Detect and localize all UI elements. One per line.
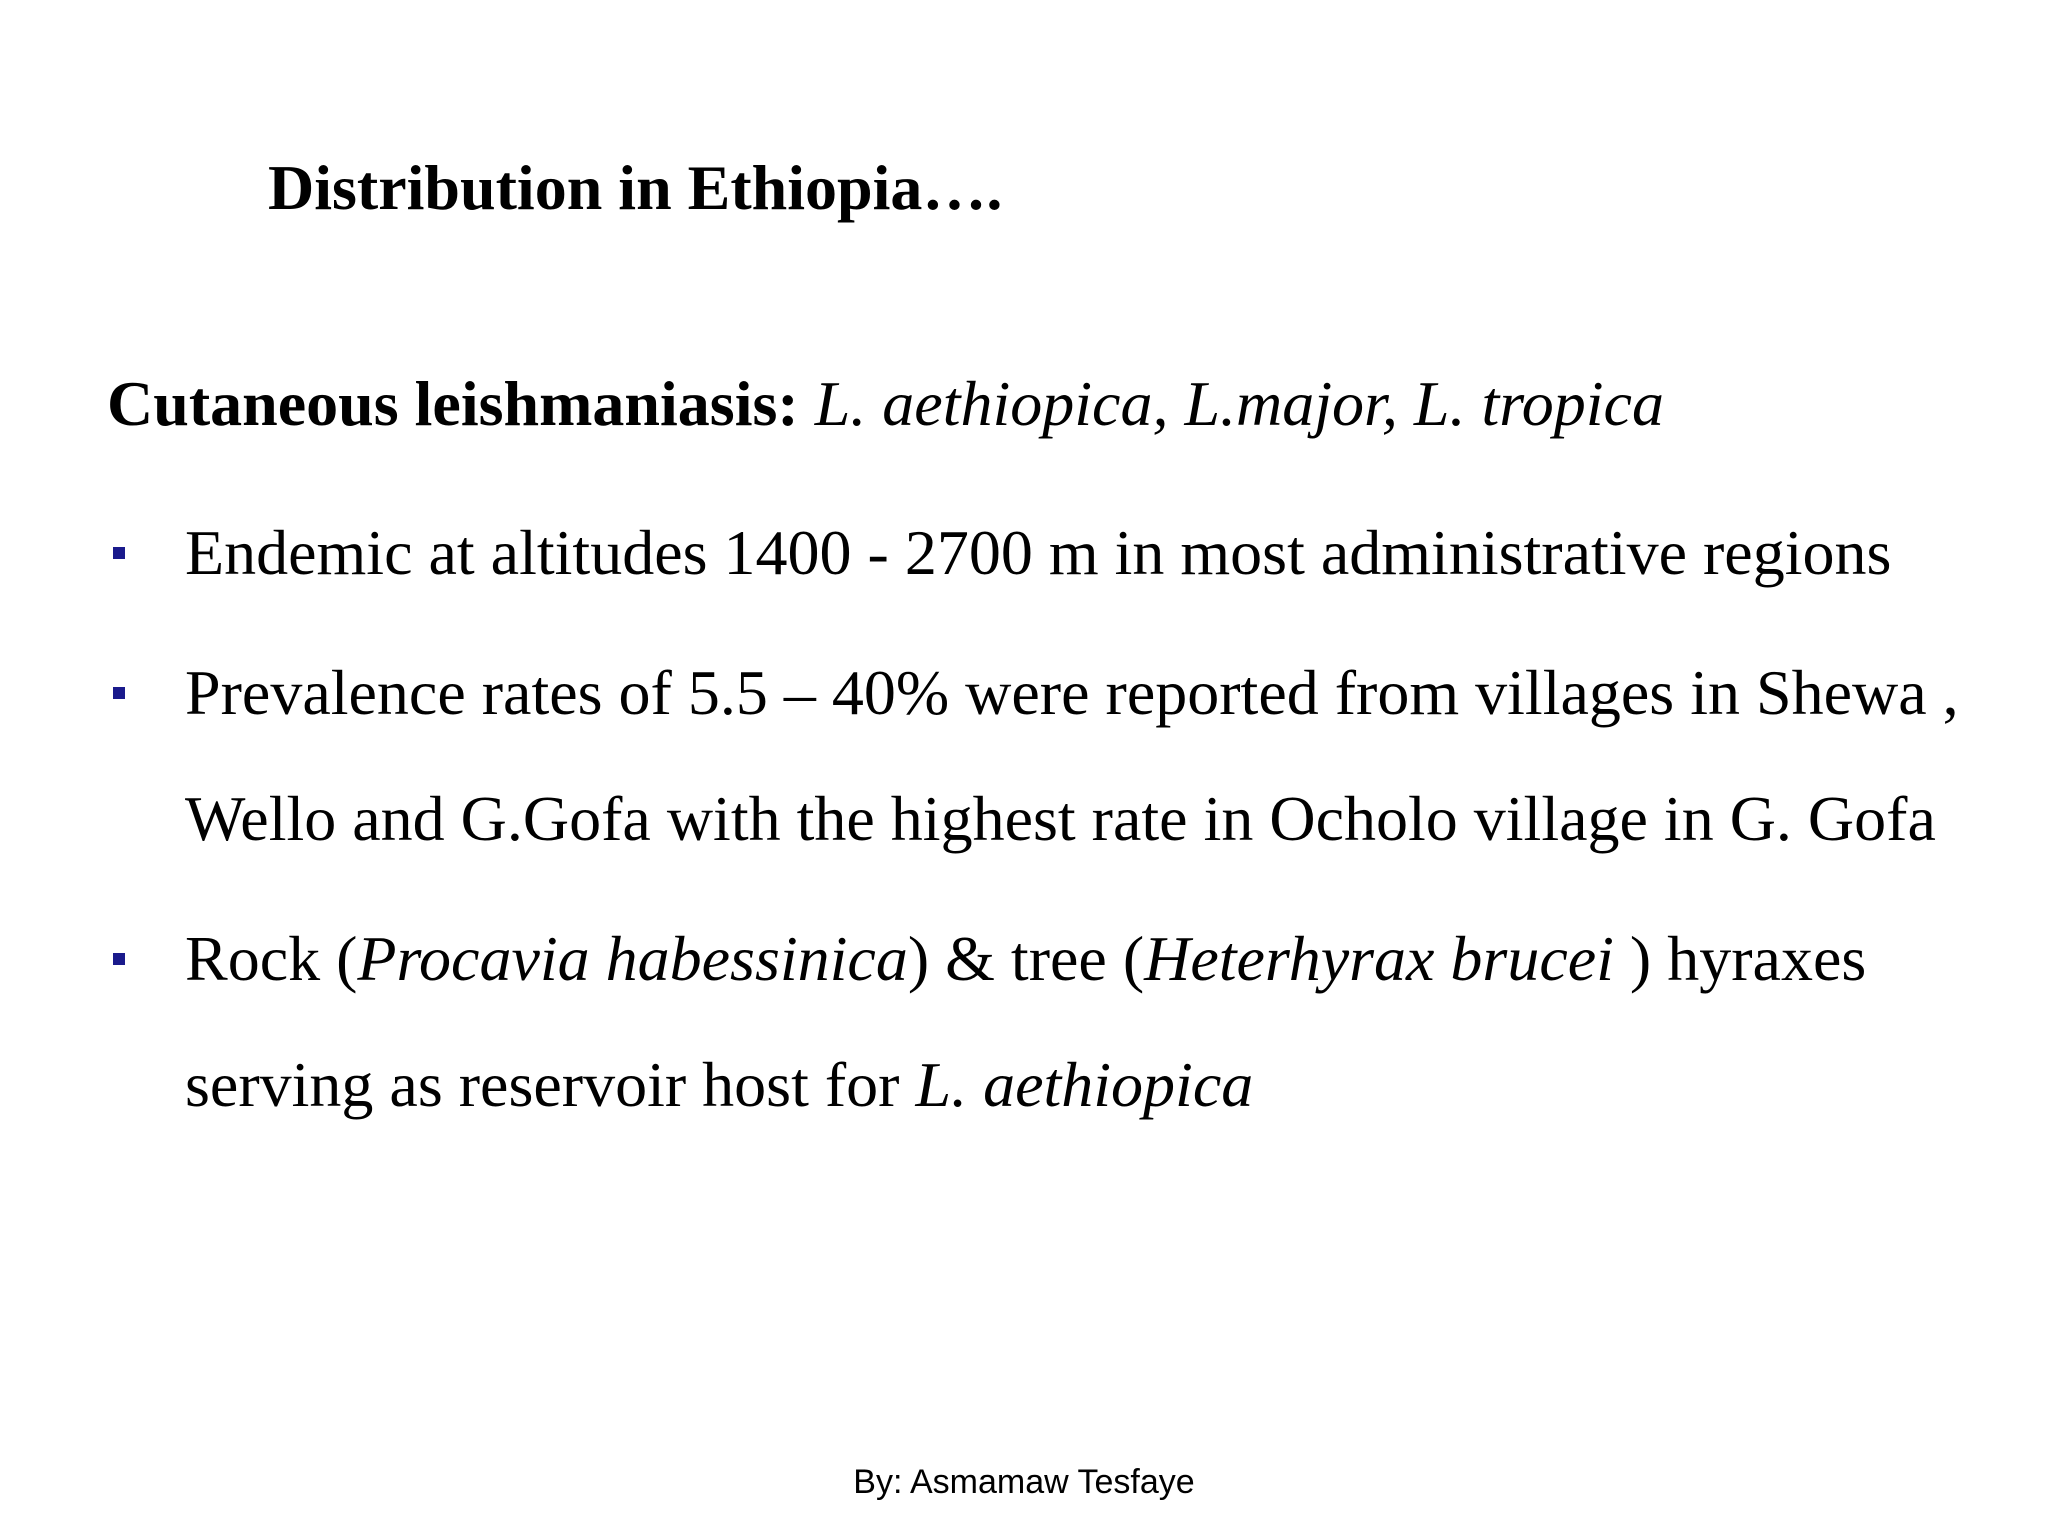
bullet-item-altitude <box>107 490 2037 616</box>
square-bullet-icon <box>113 687 125 699</box>
bullet-text-part: Rock ( <box>185 923 358 994</box>
species-name: Heterhyrax brucei <box>1144 923 1630 994</box>
bullet-list <box>107 490 2037 1162</box>
bullet-text: Endemic at altitudes 1400 - 2700 m in most administrative regions <box>185 517 1892 588</box>
species-name: Procavia habessinica <box>357 923 908 994</box>
bullet-text-part: ) & tree ( <box>907 923 1145 994</box>
bullet-text: Prevalence rates of 5.5 – 40% were reported from villages in Shewa , Wello and G.Gofa with the highest rate in Ocholo village in G. Gofa <box>185 657 1959 854</box>
bullet-item-prevalence <box>107 630 2037 882</box>
bullet-item-reservoir <box>107 896 2037 1148</box>
subheading-species: L. aethiopica, L.major, L. tropica <box>798 368 1664 439</box>
footer-author: By: Asmamaw Tesfaye <box>853 1463 1195 1501</box>
bullet-text-part: ) hyraxes serving as reservoir host for <box>185 923 1867 1120</box>
slide-title: Distribution in Ethiopia…. <box>268 152 1003 223</box>
square-bullet-icon <box>113 953 125 965</box>
square-bullet-icon <box>113 547 125 559</box>
subheading <box>107 364 1664 444</box>
species-name: L. aethiopica <box>915 1049 1254 1120</box>
subheading-label: Cutaneous leishmaniasis: <box>107 368 799 439</box>
